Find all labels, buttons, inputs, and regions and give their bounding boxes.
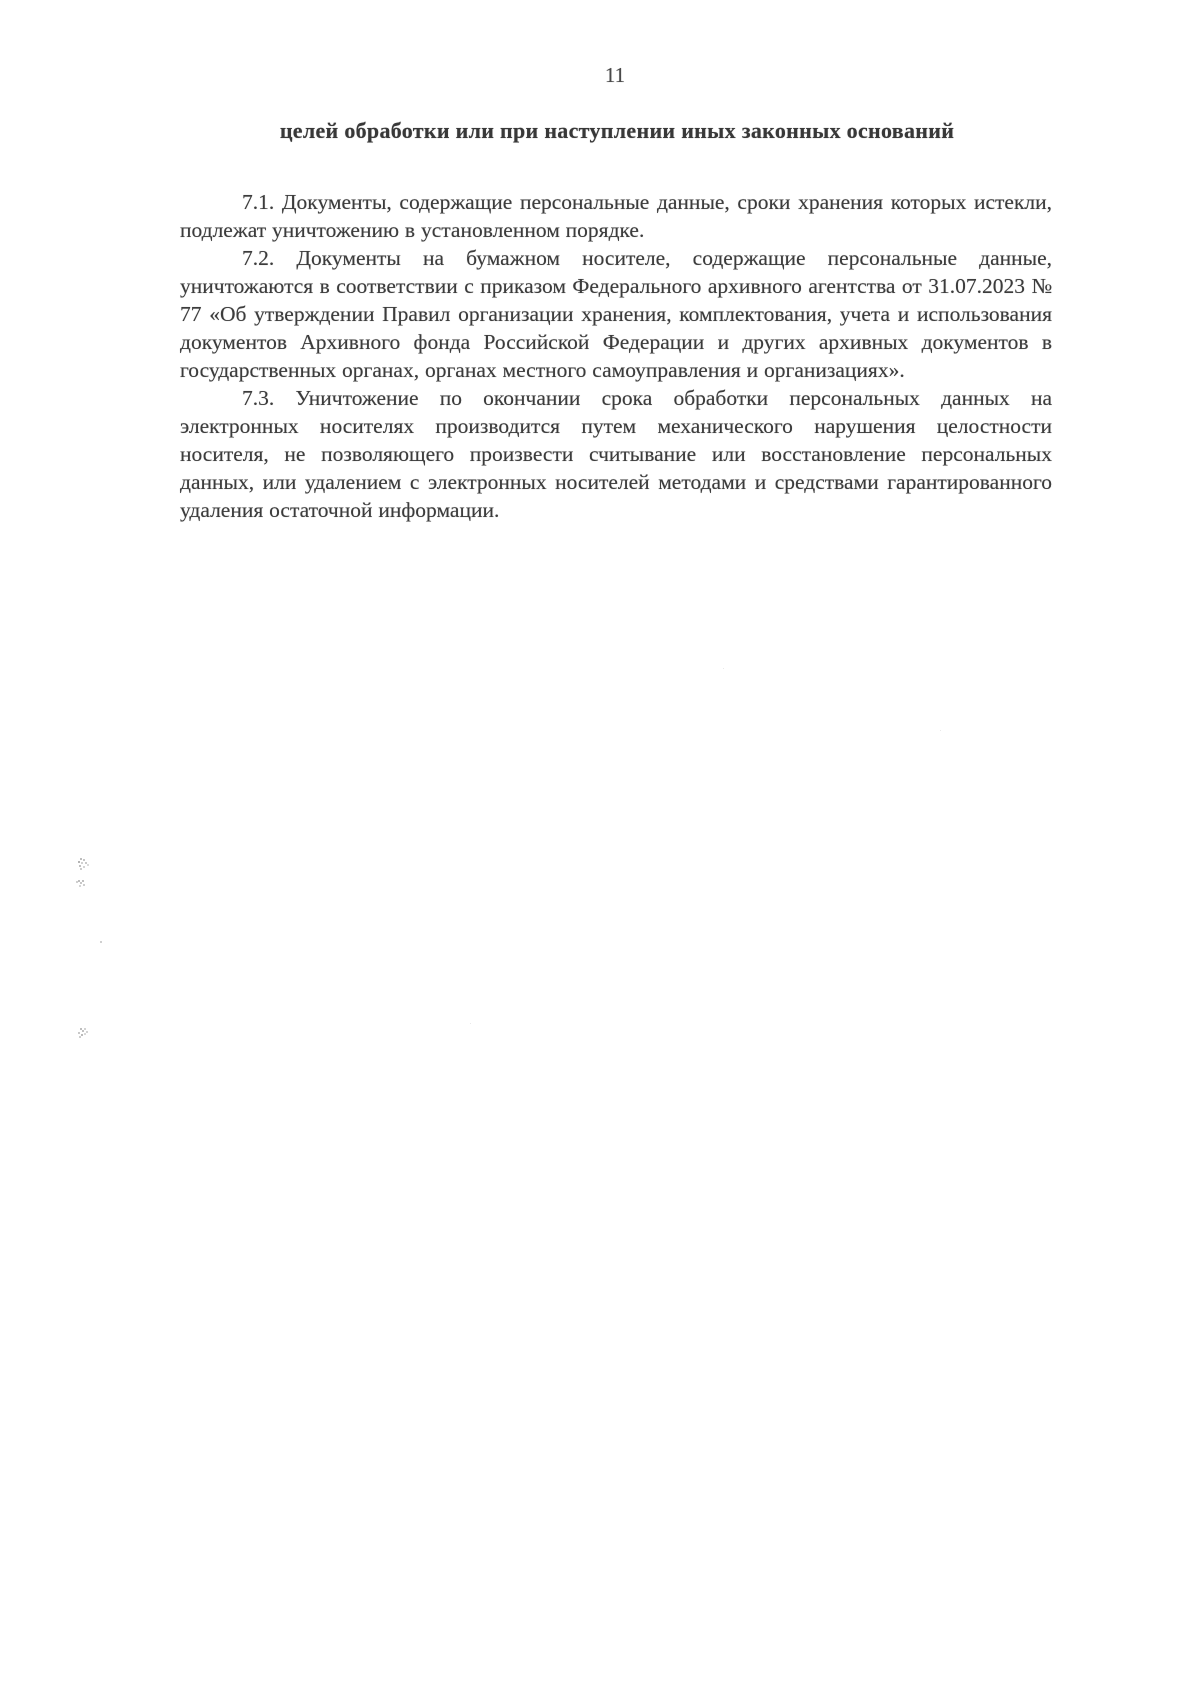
scan-artifact xyxy=(470,1023,471,1024)
paragraph-7-3: 7.3. Уничтожение по окончании срока обработки персональных данных на электронных носителях производится путем механического нарушения целостности носителя, не позволяющего произвести считывание или восстановление персональных данных, или удалением с электронных носителей методами и средствами гарантированного удаления остаточной информации. xyxy=(180,386,1052,522)
scan-artifact xyxy=(723,668,724,669)
scan-artifact xyxy=(940,730,941,731)
scan-artifact xyxy=(100,941,102,943)
scan-artifact xyxy=(78,880,80,882)
scan-artifact xyxy=(80,858,82,860)
page-number: 11 xyxy=(604,63,626,87)
section-heading: целей обработки или при наступлении иных законных оснований xyxy=(279,118,955,143)
scan-artifact xyxy=(80,1028,82,1030)
paragraph-7-1: 7.1. Документы, содержащие персональные данные, сроки хранения которых истекли, подлежат уничтожению в установленном порядке. xyxy=(180,190,1052,242)
document-body xyxy=(180,188,1052,524)
paragraph-7-2: 7.2. Документы на бумажном носителе, содержащие персональные данные, уничтожаются в соответствии с приказом Федерального архивного агентства от 31.07.2023 № 77 «Об утверждении Правил организации хранения, комплектования, учета и использования документов Архивного фонда Российской Федерации и других архивных документов в государственных органах, органах местного самоуправления и организациях». xyxy=(180,246,1052,382)
